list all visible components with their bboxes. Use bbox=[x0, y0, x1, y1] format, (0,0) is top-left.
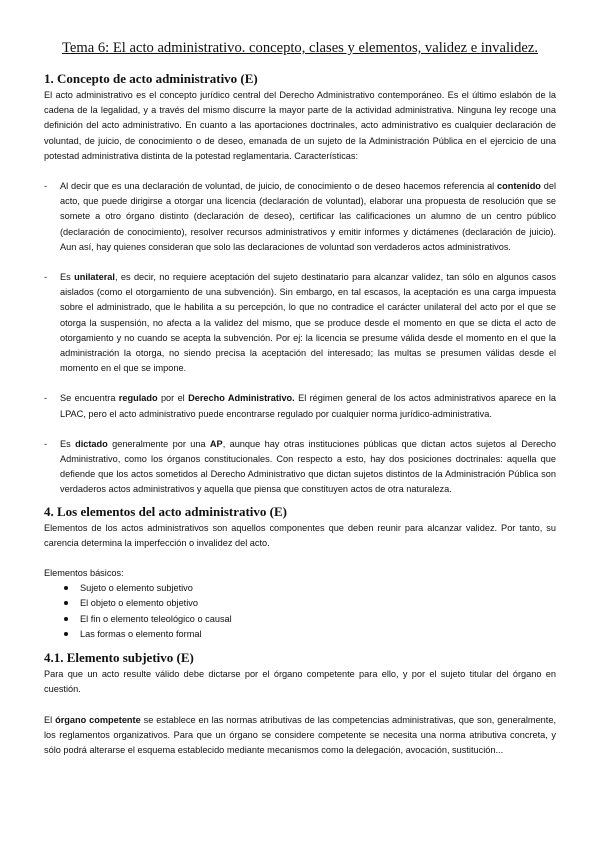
dash-marker: - bbox=[44, 438, 48, 449]
bold-term: AP bbox=[209, 438, 223, 449]
section-4-1-intro: Para que un acto resulte válido debe dictarse por el órgano competente para ello, y por el sujeto titular del órgano en cuestión. bbox=[44, 669, 556, 695]
bullet-icon bbox=[64, 586, 68, 590]
section-4-heading: 4. Los elementos del acto administrativo (E) bbox=[44, 503, 288, 519]
bold-term: regulado bbox=[118, 393, 158, 404]
elements-list-label: Elementos básicos: bbox=[44, 568, 124, 579]
list-item: Las formas o elemento formal bbox=[64, 627, 556, 642]
section-4-1-heading: 4.1. Elemento subjetivo (E) bbox=[44, 650, 194, 666]
elements-list bbox=[44, 581, 556, 642]
list-item: Sujeto o elemento subjetivo bbox=[64, 581, 556, 596]
bullet-icon bbox=[64, 617, 68, 621]
list-item: El objeto o elemento objetivo bbox=[64, 596, 556, 611]
title-prefix: Tema 6 bbox=[62, 40, 106, 56]
bold-term: contenido bbox=[497, 181, 541, 192]
bullet-icon bbox=[64, 632, 68, 636]
characteristic-unilateral: - Es unilateral, es decir, no requiere aceptación del sujeto destinatario para alcanzar validez, tan sólo en algunos casos aislados (como el otorgamiento de una subvención). Sin embargo, en tal escasos, la aceptación es una carga impuesta sobre el administrado, que le habilita a su percepción, lo que no contradice el carácter unilateral del acto por el que se otorga la suspensión, no afecta a la validez del mismo, que se produce desde el momento en que se dicta el acto de otorgamiento y no cuando se acepta la subvención. Por ej: la licencia se presume válida desde el momento en el que la administración la otorga, no siendo precisa la aceptación del interesado; las multas se presumen válidas desde el momento en el que se impone. bbox=[44, 272, 556, 374]
bullet-icon bbox=[64, 601, 68, 605]
characteristic-dictated: - Es dictado generalmente por una AP, aunque hay otras instituciones públicas que dictan actos sujetos al Derecho Administrativo, como los órganos constitucionales. Con respecto a esto, hay dos posiciones doctrinales: aquella que defiende que los actos sometidos al Derecho Administrativo que dictan sujetos distintos de la Administración Pública son verdaderos actos administrativos y aquella que piensa que constituyen actos de otra naturaleza. bbox=[44, 438, 556, 495]
document-title bbox=[44, 40, 556, 57]
characteristic-content: - Al decir que es una declaración de voluntad, de juicio, de conocimiento o de deseo hacemos referencia al contenido del acto, que puede dirigirse a otorgar una licencia (declaración de voluntad), elaborar una propuesta de resolución que se somete a otro órgano distinto (declaración de deseo), certificar las calificaciones un alumno de un centro público (declaración de conocimiento), resolver recursos administrativos y emitir informes y dictámenes (declaración de juicio). Aun así, hay quienes consideran que solo las declaraciones de voluntad son verdaderos actos administrativos. bbox=[44, 181, 556, 252]
dash-marker: - bbox=[44, 272, 48, 283]
title-rest: : El acto administrativo. concepto, clases y elementos, validez e invalidez. bbox=[105, 40, 538, 56]
section-1-intro: El acto administrativo es el concepto jurídico central del Derecho Administrativo contemporáneo. Es el último eslabón de la cadena de la legalidad, y a través del mismo discurre la mayor parte de la actividad administrativa. Ninguna ley recoge una definición del acto administrativo. En cuanto a las aportaciones doctrinales, acto administrativo es cualquier declaración de voluntad, de juicio, de conocimiento o de deseo, emanada de un sujeto de la Administración Pública en el ejercicio de una potestad administrativa distinta de la potestad reglamentaria. Características: bbox=[44, 90, 556, 161]
section-4-intro: Elementos de los actos administrativos son aquellos componentes que deben reunir para alcanzar validez. Por tanto, su carencia determina la imperfección o invalidez del acto. bbox=[44, 522, 556, 548]
dash-marker: - bbox=[44, 181, 48, 192]
bold-term: órgano competente bbox=[55, 714, 141, 725]
competent-organ-paragraph: El órgano competente se establece en las normas atributivas de las competencias administrativas, que son, generalmente, los reglamentos organizativos. Para que un órgano se considere competente se necesita una norma atributiva concreta, y sólo podrá alterarse el esquema establecido mediante mecanismos como la delegación, avocación, sustitución... bbox=[44, 714, 557, 755]
section-1-heading: 1. Concepto de acto administrativo (E) bbox=[44, 71, 258, 86]
bold-term: dictado bbox=[75, 438, 108, 449]
bold-term: Derecho Administrativo. bbox=[188, 393, 295, 404]
dash-marker: - bbox=[44, 393, 48, 404]
list-item: El fin o elemento teleológico o causal bbox=[64, 612, 556, 627]
characteristic-regulated: - Se encuentra regulado por el Derecho Administrativo. El régimen general de los actos administrativos aparece en la LPAC, pero el acto administrativo puede encontrarse regulado por cualquier norma jurídico-administrativa. bbox=[44, 393, 556, 419]
bold-term: unilateral bbox=[74, 272, 115, 283]
